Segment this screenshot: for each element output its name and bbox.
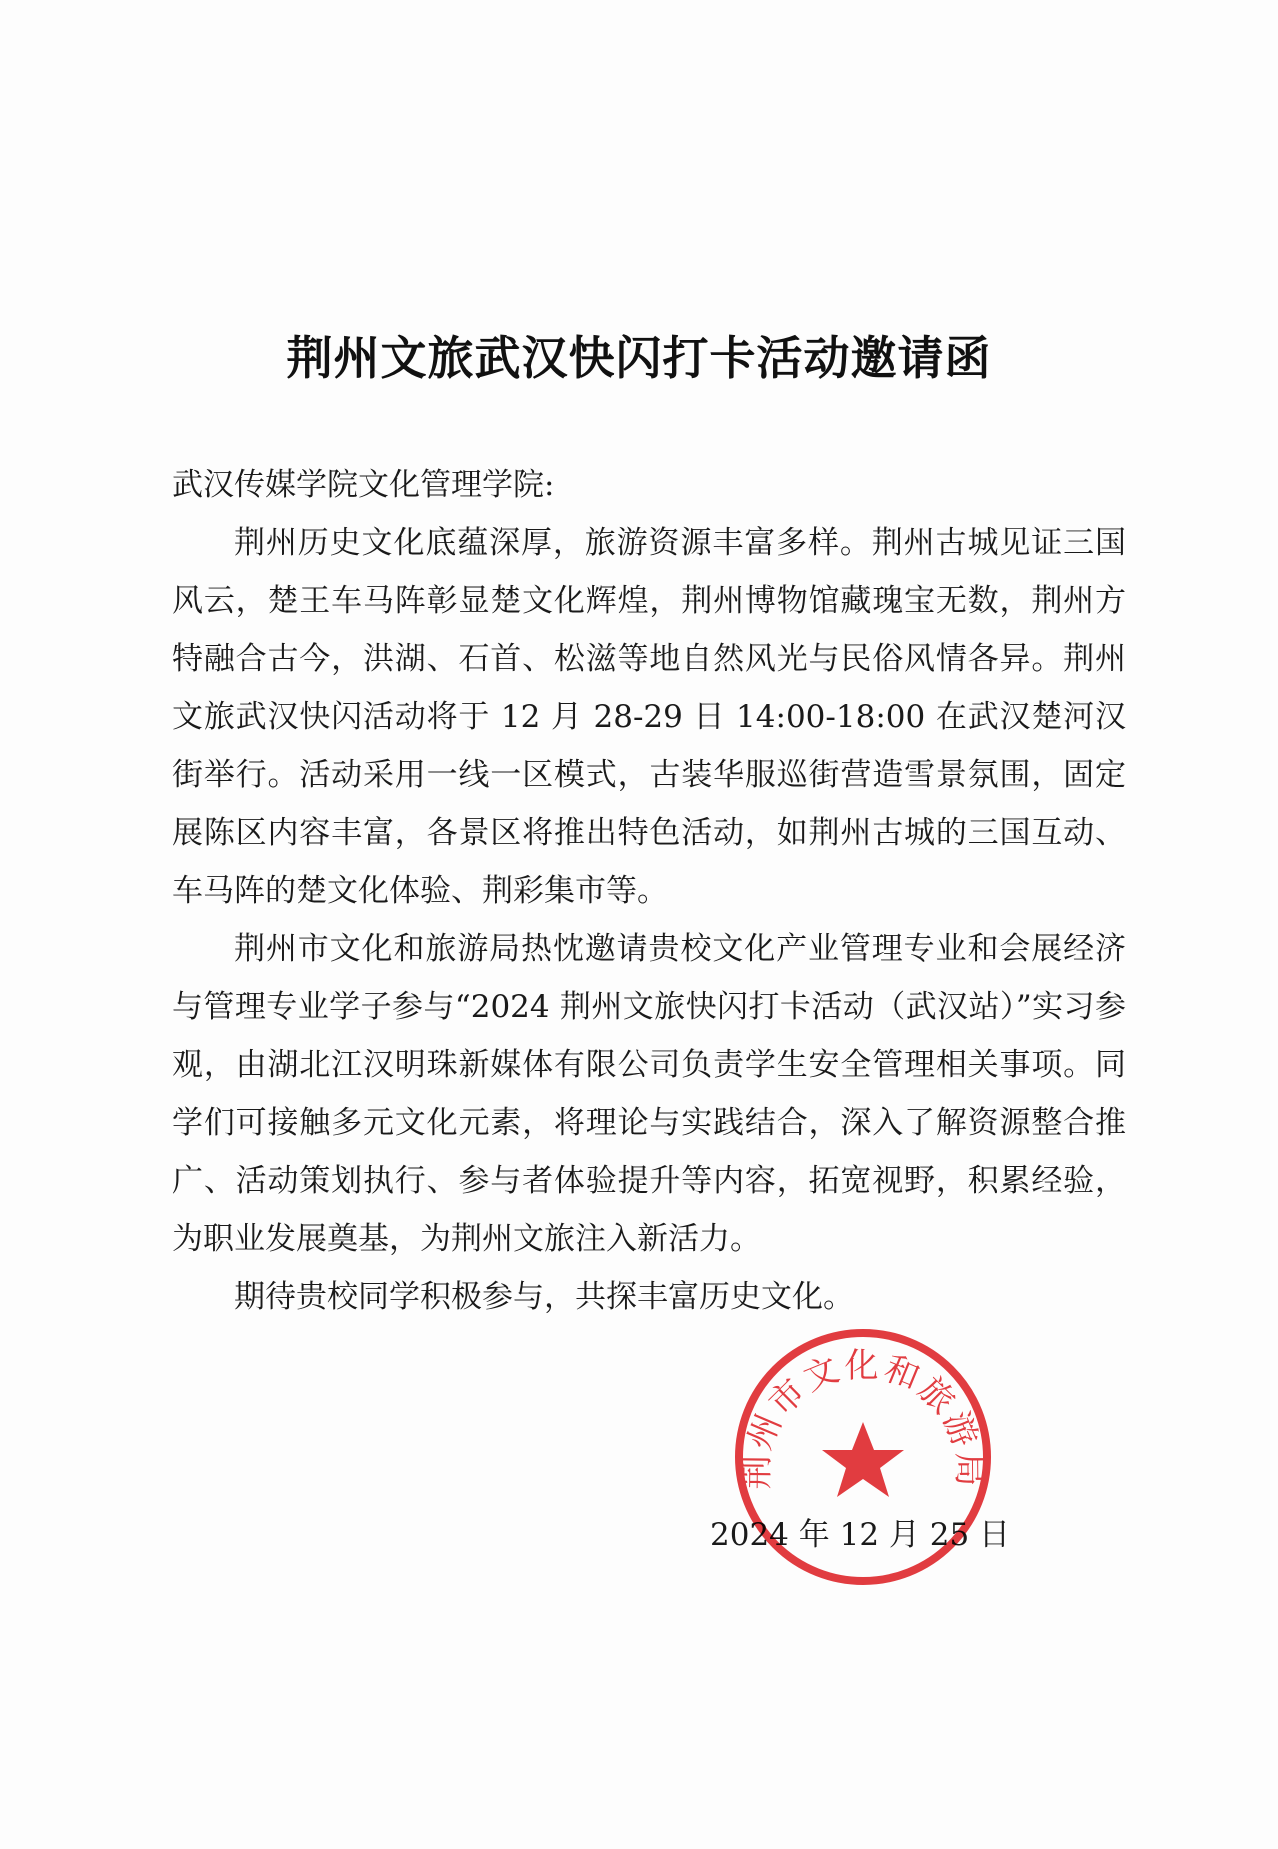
salutation: 武汉传媒学院文化管理学院: (172, 467, 555, 503)
official-seal (728, 1322, 998, 1592)
paragraph-intro: 荆州历史文化底蕴深厚，旅游资源丰富多样。荆州古城见证三国风云，楚王车马阵彰显楚文化辉煌，荆州博物馆藏瑰宝无数，荆州方特融合古今，洪湖、石首、松滋等地自然风光与民俗风情各异。荆州文旅武汉快闪活动将于 12 月 28-29 日 14:00-18:00 在武汉楚河汉街举行。活动采用一线一区模式，古装华服巡街营造雪景氛围，固定展陈区内容丰富，各景区将推出特色活动，如荆州古城的三国互动、车马阵的楚文化体验、荆彩集市等。 (172, 525, 1126, 909)
svg-text:荆州市文化和旅游局: 荆州市文化和旅游局 (736, 1346, 990, 1490)
paragraph-invitation: 荆州市文化和旅游局热忱邀请贵校文化产业管理专业和会展经济与管理专业学子参与“2024 荆州文旅快闪打卡活动（武汉站）”实习参观，由湖北江汉明珠新媒体有限公司负责学生安全管理相关事项。同学们可接触多元文化元素，将理论与实践结合，深入了解资源整合推广、活动策划执行、参与者体验提升等内容，拓宽视野，积累经验，为职业发展奠基，为荆州文旅注入新活力。 (172, 931, 1126, 1257)
official-seal-graphic (728, 1322, 998, 1592)
letter-body (172, 456, 1126, 1326)
letter-date: 2024 年 12 月 25 日 (710, 1517, 1011, 1553)
star-icon (822, 1422, 904, 1497)
paragraph-closing: 期待贵校同学积极参与，共探丰富历史文化。 (234, 1279, 854, 1315)
document-title: 荆州文旅武汉快闪打卡活动邀请函 (286, 331, 992, 385)
